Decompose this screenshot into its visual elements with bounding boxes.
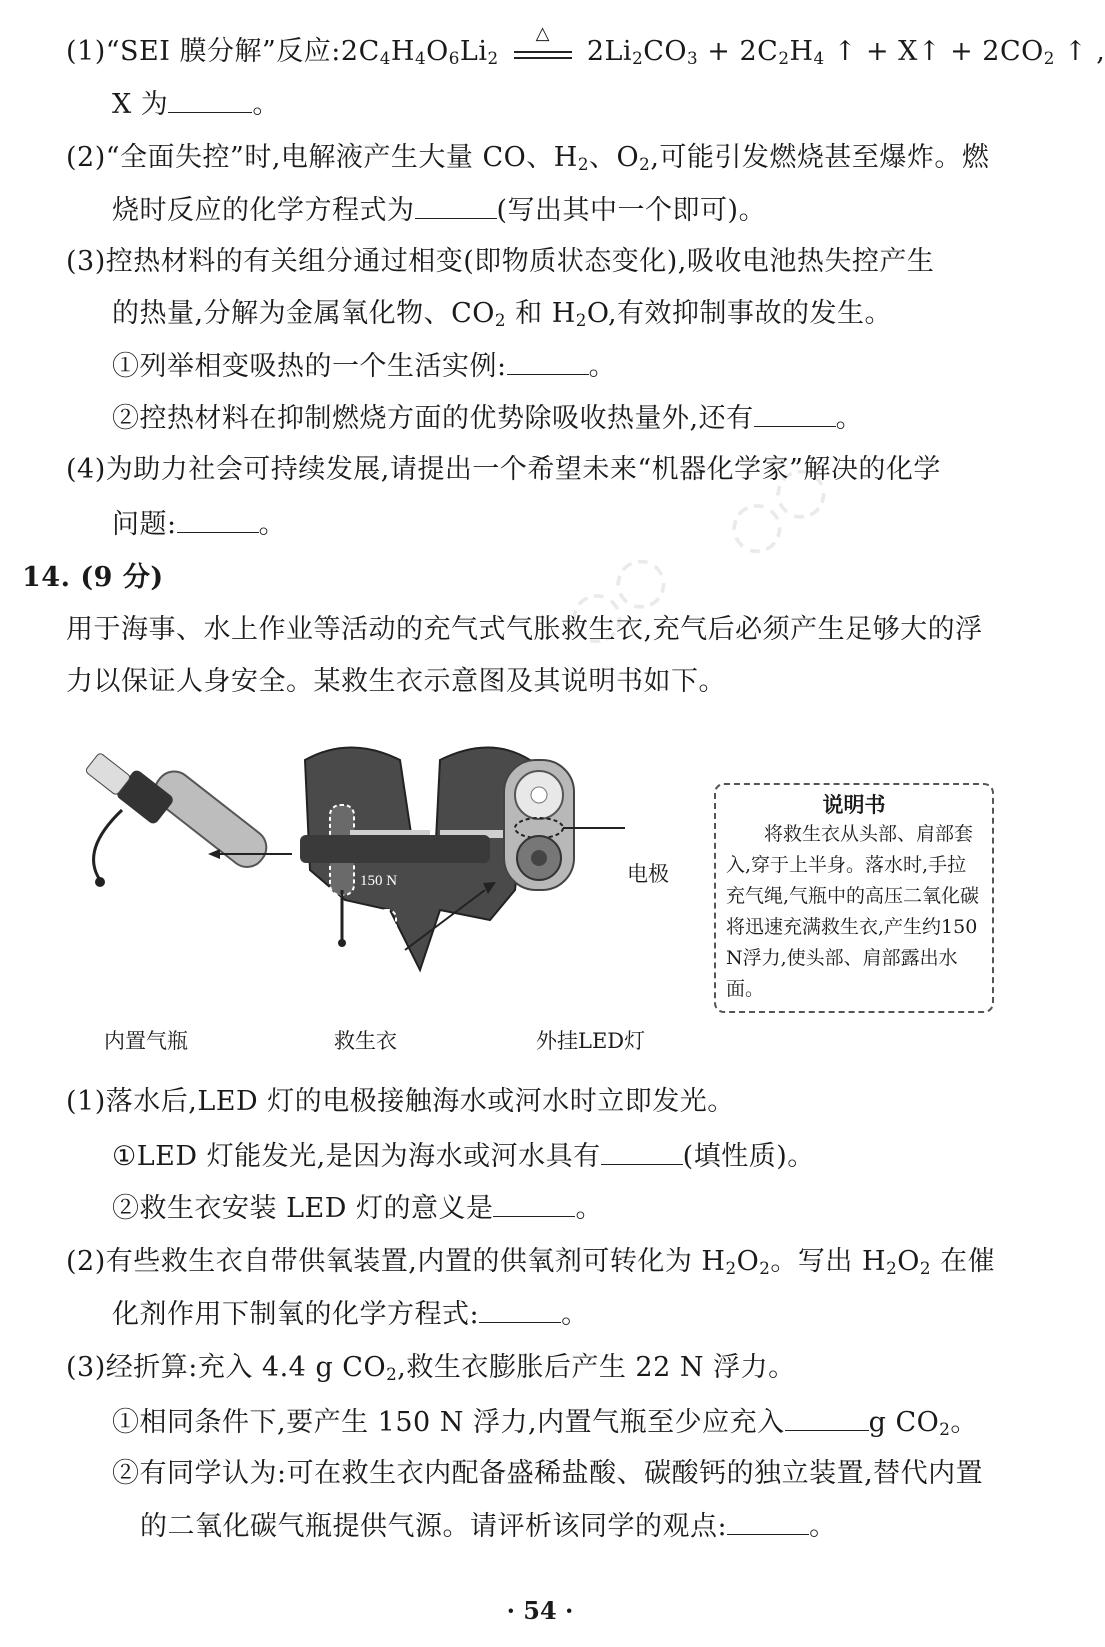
caption-gas-bottle: 内置气瓶 [104, 1029, 188, 1053]
q13-part1-line1: (1)“SEI 膜分解”反应$:2C_4H_4O_6Li_2$ △ $2Li_2CO_3 + 2C_2H_4$ ↑ + X↑ + $2CO_2$ ↑ , [66, 22, 1105, 69]
q13-part3-sub2: ②控热材料在抑制燃烧方面的优势除吸收热量外,还有 。 [112, 400, 863, 437]
q13-part3-line2: 的热量,分解为金属氧化物、$CO_2$ 和 $H_2O$,有效抑制事故的发生。 [112, 298, 893, 331]
gas-bottle-image [85, 752, 274, 887]
caption-life-vest: 救生衣 [334, 1029, 397, 1053]
life-vest-image [300, 748, 530, 971]
q13-part2-line1: (2)“全面失控”时,电解液产生大量 CO、$H_2$、$O_2$,可能引发燃烧甚至爆炸。燃 [66, 142, 990, 175]
instruction-manual-box [714, 783, 994, 1013]
answer-blank[interactable] [479, 1296, 561, 1323]
answer-blank[interactable] [168, 86, 252, 113]
page-number: · 54 · [506, 1596, 574, 1625]
manual-text: 将救生衣从头部、肩部套入,穿于上半身。落水时,手拉充气绳,气瓶中的高压二氧化碳将迅速充满救生衣,产生约150 N浮力,使头部、肩部露出水面。 [726, 823, 980, 1000]
q13-part3-sub1: ①列举相变吸热的一个生活实例: 。 [112, 348, 616, 385]
q13-part4-line1: (4)为助力社会可持续发展,请提出一个希望未来“机器化学家”解决的化学 [66, 454, 941, 485]
answer-blank[interactable] [415, 192, 497, 219]
q14-part3-line1: (3)经折算:充入 4.4 g $CO_2$,救生衣膨胀后产生 22 N 浮力。 [66, 1352, 796, 1385]
q13-part2-line2: 烧时反应的化学方程式为 (写出其中一个即可)。 [112, 192, 766, 229]
q14-part1-sub1: ①LED 灯能发光,是因为海水或河水具有 (填性质)。 [112, 1138, 815, 1175]
watermark: ◌◌ [548, 533, 683, 662]
led-lamp-image [504, 760, 625, 890]
q13-part4-line2: 问题: 。 [112, 506, 286, 543]
q14-part2-line1: (2)有些救生衣自带供氧装置,内置的供氧剂可转化为 $H_2O_2$。写出 $H_2O_2$ 在催 [66, 1246, 996, 1279]
answer-blank[interactable] [177, 506, 259, 533]
electrode-label: 电极 [627, 862, 669, 886]
heat-reaction-arrow: △ [514, 43, 572, 63]
answer-blank[interactable] [601, 1138, 683, 1165]
q13-part1-line2: X 为 。 [112, 86, 280, 123]
vest-buoyancy-label: 150 N [360, 873, 398, 889]
q14-part3-sub2-line1: ②有同学认为:可在救生衣内配备盛稀盐酸、碳酸钙的独立装置,替代内置 [112, 1458, 984, 1489]
life-vest-figure [60, 740, 720, 1030]
answer-blank[interactable] [754, 400, 836, 427]
q14-part3-sub2-line2: 的二氧化碳气瓶提供气源。请评析该同学的观点: 。 [140, 1508, 837, 1545]
q14-part3-sub1: ①相同条件下,要产生 150 N 浮力,内置气瓶至少应充入 g $CO_2$。 [112, 1404, 978, 1441]
answer-blank[interactable] [507, 348, 589, 375]
watermark: ◌◌ [708, 443, 843, 572]
caption-led-lamp: 外挂LED灯 [536, 1029, 646, 1053]
answer-blank[interactable] [785, 1404, 869, 1431]
q14-intro-line1: 用于海事、水上作业等活动的充气式气胀救生衣,充气后必须产生足够大的浮 [66, 614, 983, 645]
q13-part3-line1: (3)控热材料的有关组分通过相变(即物质状态变化),吸收电池热失控产生 [66, 246, 935, 277]
answer-blank[interactable] [727, 1508, 809, 1535]
q14-part1-sub2: ②救生衣安装 LED 灯的意义是 。 [112, 1190, 603, 1227]
q14-part2-line2: 化剂作用下制氧的化学方程式: 。 [112, 1296, 589, 1333]
q14-header: 14. (9 分) [22, 562, 164, 593]
answer-blank[interactable] [493, 1190, 575, 1217]
q14-part1-line1: (1)落水后,LED 灯的电极接触海水或河水时立即发光。 [66, 1086, 735, 1117]
q14-intro-line2: 力以保证人身安全。某救生衣示意图及其说明书如下。 [66, 666, 726, 697]
manual-title: 说明书 [822, 792, 886, 817]
